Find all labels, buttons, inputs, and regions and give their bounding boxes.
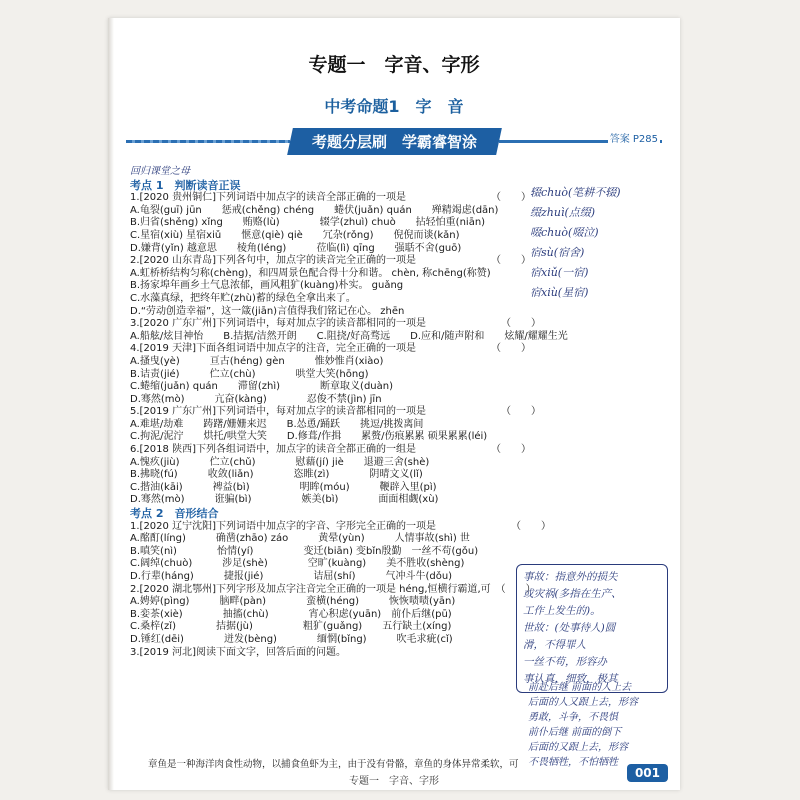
question-line: 2.[2020 湖北鄂州]下列字形及加点字注音完全正确的一项是 héng,恒横行霸道,可 （ ） — [130, 583, 536, 595]
question-line: B.归省(shěng) xǐng 贿赂(lù) 辍学(zhuì) chuò 拈轻怕重(niān) — [130, 217, 486, 229]
margin-note-line: 宿xiù(星宿) — [530, 286, 589, 299]
margin-note-line: 后面的人又跟上去，形容 — [528, 697, 638, 708]
kp2-heading: 考点 2 音形结合 — [130, 507, 219, 521]
margin-note-line: 世故：(处事待人)圆 — [523, 622, 616, 634]
question-line: 6.[2018 陕西]下列各组词语中，加点字的读音全都正确的一组是 （ ） — [130, 444, 531, 456]
question-line: D.行辈(háng) 捷报(jié) 诘屈(shí) 气冲斗牛(dǒu) — [130, 571, 453, 582]
question-line: A.难堪/劫难 踌躇/姗姗来迟 B.怂恿/踊跃 挑逗/挑拨离间 — [130, 418, 424, 430]
question-line: B.娈茶(xiè) 抽搐(chù) 宵心积虑(yuān) 前仆后继(pū) — [130, 608, 452, 620]
margin-note-line: 事故：指意外的损失 — [523, 571, 618, 583]
question-line: D.锤红(dēi) 迸发(bèng) 缅惘(bǐng) 吹毛求疵(cǐ) — [130, 633, 453, 645]
page-footer: 专题一 字音、字形 — [349, 776, 439, 787]
margin-note-line: 宿sù(宿舍) — [530, 246, 585, 259]
question-line: A.虹桥桥结构匀称(chèng)，和四周景色配合得十分和谐。 chèn, 称chēng(称赞) — [130, 267, 491, 279]
handwritten-note-top: 回归课堂之母 — [130, 166, 190, 177]
section-subtitle: 中考命题1 字 音 — [324, 97, 464, 116]
question-line: C.水藻真绿，把终年贮(zhù)蓄的绿色全拿出来了。 — [130, 292, 356, 304]
margin-note-line: 缀zhuì(点缀) — [530, 206, 596, 219]
question-line: A.搔曳(yè) 亘古(héng) gèn 惟妙惟肖(xiào) — [130, 355, 384, 367]
question-line: 2.[2020 山东青岛]下列各句中，加点字的读音完全正确的一项是 （ ） — [130, 255, 531, 267]
margin-note-line: 滑，不得罪人 — [523, 639, 586, 651]
question-line: D.“劳动创造幸福”，这一箴(jiān)言值得我们铭记在心。 zhēn — [130, 305, 405, 317]
reading-passage: 章鱼是一种海洋肉食性动物，以捕食鱼虾为主，由于没有骨骼，章鱼的身体异常柔软，可 — [148, 759, 519, 770]
answer-reference: 答案 P285 — [608, 130, 660, 145]
question-line: B.诘责(jié) 伫立(chù) 哄堂大笑(hōng) — [130, 368, 369, 380]
question-line: D.骞然(mò) 诳骗(bì) 嫉美(bì) 面面相觑(xù) — [130, 494, 439, 506]
kp1-heading: 考点 1 判断读音正误 — [130, 178, 241, 192]
question-line: 3.[2020 广东广州]下列词语中，每对加点字的读音都相同的一项是 （ ） — [130, 318, 541, 330]
question-line: C.拘泥/泥泞 烘托/哄堂大笑 D.修葺/作揖 累赘/伤痕累累 硕果累累(léi) — [130, 431, 488, 443]
question-line: D.骞然(mò) 亢奋(kàng) 忍俊不禁(jìn) jīn — [130, 393, 382, 405]
kp2-questions — [130, 520, 551, 660]
margin-note-line: 勇敢，斗争，不畏惧 — [528, 712, 618, 723]
margin-note-line: 后面的又跟上去，形容 — [528, 742, 628, 753]
question-line: 1.[2020 贵州铜仁]下列词语中加点字的读音全部正确的一项是 （ ） — [130, 192, 531, 204]
question-line: C.揩油(kāi) 裨益(bì) 明眸(móu) 鞭辟入里(pì) — [130, 481, 437, 493]
margin-note-line: 事认真，细致，极其 — [523, 673, 618, 685]
margin-notes-top — [530, 183, 670, 303]
page-number: 001 — [627, 764, 668, 782]
margin-note-line: 宿xiǔ(一宿) — [530, 266, 589, 279]
page-spine-shadow — [108, 18, 114, 790]
question-line: B.扬家埠年画乡土气息浓郁，画风粗犷(kuàng)朴实。 guǎng — [130, 280, 404, 292]
margin-note-line: 一丝不苟，形容办 — [523, 656, 607, 668]
question-line: C.桑梓(zǐ) 拮据(jù) 粗犷(guǎng) 五行缺土(xíng) — [130, 621, 452, 633]
question-line: C.蜷缩(juǎn) quán 滞留(zhì) 断章取义(duàn) — [130, 381, 393, 393]
question-line: A.愧疚(jiù) 伫立(chǔ) 慰藉(jí) jiè 退避三舍(shè) — [130, 456, 430, 468]
banner-label — [287, 128, 502, 155]
banner-text: 考题分层刷 学霸睿智涂 — [311, 132, 477, 151]
question-line: C.星宿(xiù) 星宿xiǔ 惬意(qiè) qiè 冗杂(rǒng) 倪倪而谈(kǎn) — [130, 229, 460, 241]
question-line: 4.[2019 天津]下面各组词语中加点字的注音，完全正确的一项是 （ ） — [130, 343, 531, 355]
margin-note-line: 前赴后继 前面的人上去 — [528, 682, 632, 693]
question-line: A.酩酊(líng) 确凿(zhāo) záo 黄晕(yùn) 人情事故(shì) 世 — [130, 533, 470, 545]
banner-line-left — [126, 140, 290, 143]
question-line: B.拂晓(fú) 收敛(liǎn) 恣睢(zì) 阴晴文义(lǐ) — [130, 469, 423, 481]
question-line: 1.[2020 辽宁沈阳]下列词语中加点字的字音、字形完全正确的一项是 （ ） — [130, 520, 551, 532]
question-line: D.嫌背(yǐn) 越意思 棱角(léng) 莅临(lì) qīng 强聒不舍(guō) — [130, 242, 462, 254]
book-page — [108, 18, 680, 790]
margin-note-line: 啜chuò(啜泣) — [530, 226, 599, 239]
question-line: A.船舷/炫目神怡 B.拮据/洁然开朗 C.阻挠/好高骛远 D.应和/随声附和 炫耀/耀耀生光 — [130, 330, 568, 342]
question-line: 3.[2019 河北]阅读下面文字，回答后面的问题。 — [130, 646, 346, 658]
question-line: C.阔绰(chuò) 涉足(shè) 空旷(kuàng) 美不胜收(shèng) — [130, 558, 465, 570]
margin-note-line: 工作上发生的)。 — [523, 605, 601, 617]
question-line: A.娉婷(pìng) 脑畔(pàn) 蛮横(héng) 恢恢啧啧(yān) — [130, 596, 456, 608]
question-line: 5.[2019 广东广州]下列词语中，每对加点字的读音都相同的一项是 （ ） — [130, 406, 541, 418]
question-line: B.嗔笑(nì) 怡情(yí) 变迁(biān) 变bǐn殷勤 一丝不苟(gǒu) — [130, 545, 479, 557]
margin-note-line: 前仆后继 前面的倒下 — [528, 727, 622, 738]
margin-note-line: 或灾祸(多指在生产、 — [523, 588, 622, 600]
page-title: 专题一 字音、字形 — [308, 54, 480, 76]
section-banner — [126, 128, 662, 154]
margin-note-line: 不畏牺牲，不怕牺牲 — [528, 757, 618, 768]
margin-notes-boxed — [516, 564, 668, 693]
margin-note-line: 辍chuò(笔耕不辍) — [530, 186, 621, 199]
question-line: A.龟裂(guī) jūn 惩戒(chěng) chéng 蜷伏(juǎn) quán 殚精竭虑(dān) — [130, 204, 499, 216]
